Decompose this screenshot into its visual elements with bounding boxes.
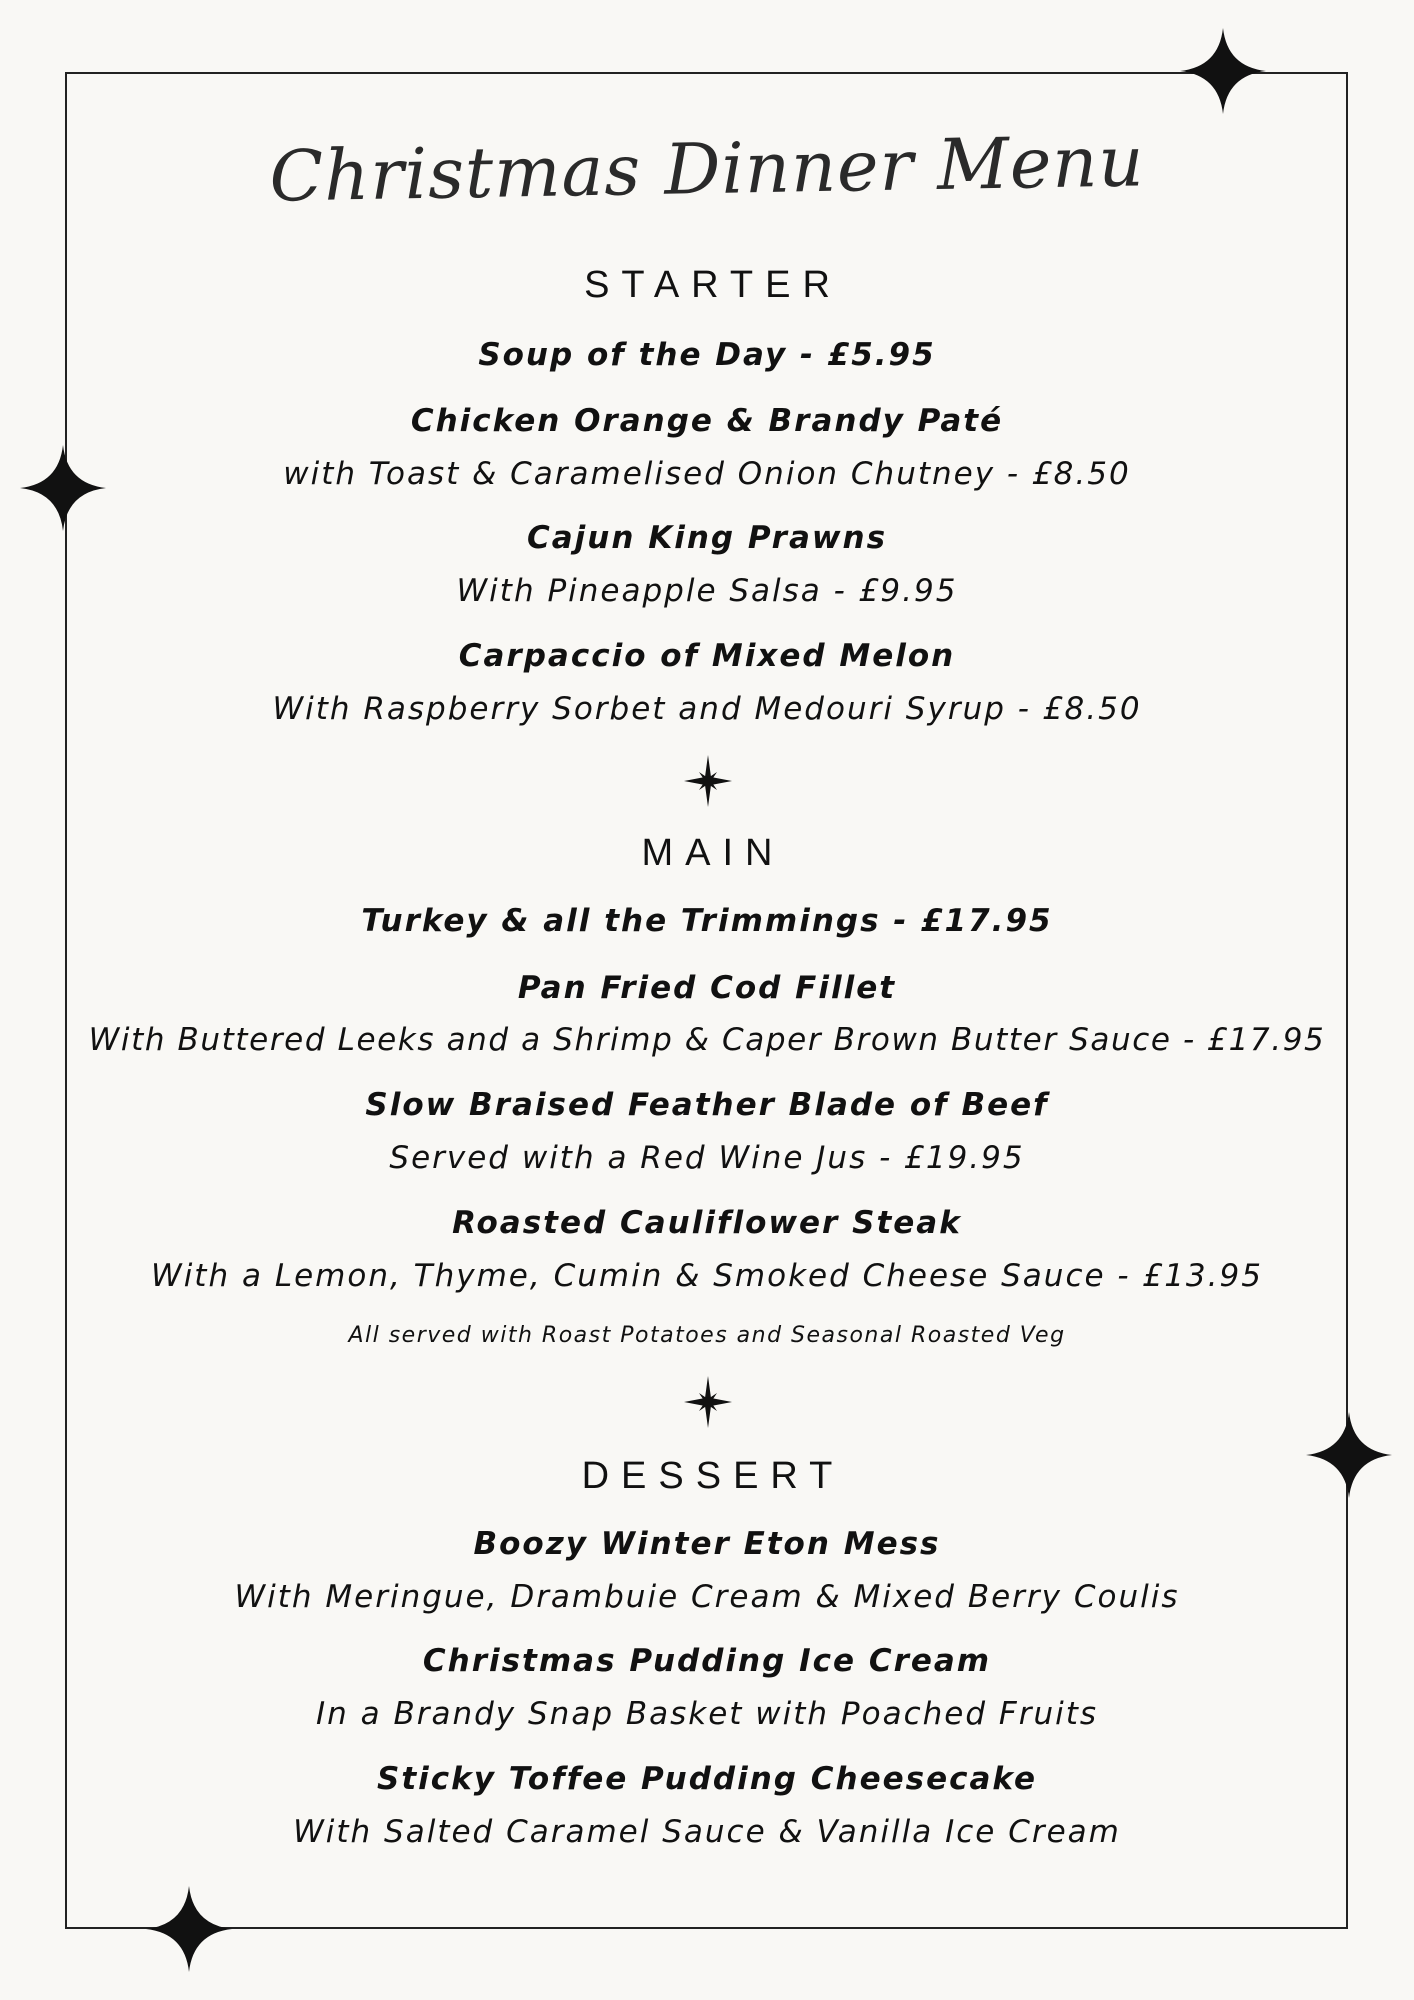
menu-item-desc: With Buttered Leeks and a Shrimp & Caper Brown Butter Sauce - £17.95 bbox=[88, 1022, 1326, 1058]
menu-item-desc: With a Lemon, Thyme, Cumin & Smoked Cheese Sauce - £13.95 bbox=[151, 1258, 1263, 1294]
ornament-divider-icon bbox=[683, 755, 733, 807]
menu-item-name: Pan Fried Cod Fillet bbox=[517, 970, 897, 1006]
menu-item-name: Roasted Cauliflower Steak bbox=[452, 1205, 962, 1241]
menu-item-name: Boozy Winter Eton Mess bbox=[473, 1526, 941, 1562]
menu-item-desc: With Meringue, Drambuie Cream & Mixed Berry Coulis bbox=[234, 1579, 1180, 1615]
section-heading-main: MAIN bbox=[641, 832, 785, 874]
four-point-star-icon bbox=[1180, 28, 1266, 114]
menu-item-name: Sticky Toffee Pudding Cheesecake bbox=[377, 1761, 1037, 1797]
section-heading-dessert: DESSERT bbox=[581, 1455, 845, 1497]
menu-item-name: Chicken Orange & Brandy Paté bbox=[410, 403, 1004, 439]
menu-item-desc: Served with a Red Wine Jus - £19.95 bbox=[389, 1140, 1025, 1176]
menu-item-name: Slow Braised Feather Blade of Beef bbox=[365, 1087, 1049, 1123]
section-heading-starter: STARTER bbox=[584, 264, 842, 306]
menu-item-name: Cajun King Prawns bbox=[526, 520, 888, 556]
menu-item-desc: With Pineapple Salsa - £9.95 bbox=[456, 573, 958, 609]
ornament-divider-icon bbox=[683, 1376, 733, 1428]
menu-title: Christmas Dinner Menu bbox=[268, 120, 1146, 218]
menu-note: All served with Roast Potatoes and Seasonal Roasted Veg bbox=[348, 1323, 1066, 1348]
menu-item-name: Christmas Pudding Ice Cream bbox=[422, 1643, 992, 1679]
menu-item-desc: With Raspberry Sorbet and Medouri Syrup - £8.50 bbox=[272, 691, 1142, 727]
menu-item-name: Soup of the Day - £5.95 bbox=[478, 337, 936, 373]
menu-item-desc: In a Brandy Snap Basket with Poached Fruits bbox=[315, 1696, 1099, 1732]
menu-item-desc: with Toast & Caramelised Onion Chutney - £8.50 bbox=[283, 456, 1131, 492]
menu-item-name: Turkey & all the Trimmings - £17.95 bbox=[361, 903, 1053, 939]
menu-item-desc: With Salted Caramel Sauce & Vanilla Ice Cream bbox=[293, 1814, 1121, 1850]
four-point-star-icon bbox=[146, 1886, 232, 1972]
menu-item-name: Carpaccio of Mixed Melon bbox=[458, 638, 956, 674]
